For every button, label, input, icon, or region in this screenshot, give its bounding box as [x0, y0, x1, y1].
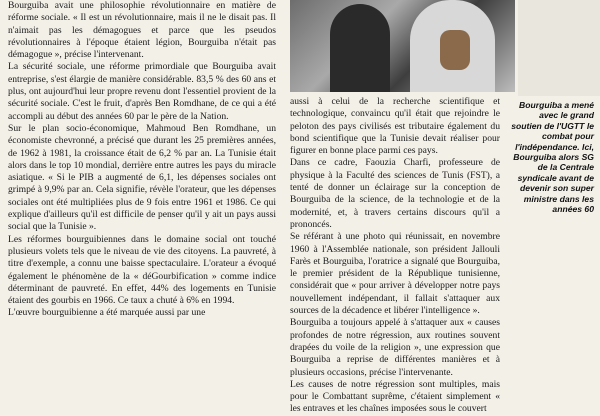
paragraph: Dans ce cadre, Faouzia Charfi, professeure de physique à la Faculté des sciences de Tunis (FST), a tenté de donner un éclairage sur la conception de Bourguiba de la science, de la technologie et de la modernité, et, à travers certains discours qu'il a prononcés.: [290, 157, 500, 230]
photo-caption: Bourguiba a mené avec le grand soutien de l'UGTT le combat pour l'indépendance. Ici, Bourguiba alors SG de la Centrale syndicale avant de devenir son super ministre dans les années 60: [511, 100, 594, 215]
article-column-1: [8, 0, 276, 320]
paragraph: L'œuvre bourguibienne a été marquée aussi par une: [8, 307, 206, 319]
article-column-2: [290, 96, 500, 416]
paragraph: La sécurité sociale, une réforme primordiale que Bourguiba avait entreprise, s'est élargie de manière considérable. 83,5 % des 60 ans et plus, ont aujourd'hui leur propre revenu dont l'essentiel provient de la sécurité sociale. C'est le fruit, d'après Ben Romdhane, de ce qui a été accompli au début des années 60 par le père de la Nation.: [8, 61, 276, 122]
historical-photo: [290, 0, 515, 92]
paragraph: Se référant à une photo qui réunissait, en novembre 1960 à l'Assemblée nationale, son président Jallouli Farès et Bourguiba, l'oratrice a signalé que Bourguiba, le premier président de la République tunisienne, considérait que « pour arriver à développer notre pays nouvellement indépendant, il fallait s'attaquer aux sources de la décadence et libérer l'intelligence ».: [290, 231, 500, 317]
paragraph: Bourguiba a toujours appelé à s'attaquer aux « causes profondes de notre régression, aux routines souvent drapées du voile de la religion », une expression que Bourguiba a reprise de différentes manières et à plusieurs occasions, précise l'intervenante.: [290, 317, 500, 378]
paragraph: Les causes de notre régression sont multiples, mais pour le Combattant suprême, c'étaient simplement « les entraves et les chaînes imposées sous le couvert: [290, 378, 500, 415]
paragraph: aussi à celui de la recherche scientifique et technologique, convaincu qu'il était que rejoindre le peloton des pays civilisés est tributaire également du bond scientifique que la Tunisie devait réaliser pour figurer en bonne place parmi ces pays.: [290, 96, 500, 157]
paragraph: Sur le plan socio-économique, Mahmoud Ben Romdhane, un économiste chevronné, a précisé que durant les 25 premières années, de 1962 à 1981, la croissance était de 6,2 % par an. La Tunisie était alors dans le top 10 mondial, derrière entre autres les pays du miracle asiatique. « Si le PIB a augmenté de 6,1, les dépenses sociales ont grimpé à 9,9% par an. Cela signifie, révèle l'orateur, que les dépenses sociales ont été multipliées plus de 9 fois entre 1961 et 1986. Ce qui explique d'ailleurs qu'il est difficile de penser qu'il y ait un pays aussi social que la Tunisie ».: [8, 122, 276, 233]
photo-figure-left: [330, 4, 390, 92]
paragraph: Les réformes bourguibiennes dans le domaine social ont touché plusieurs volets tels que le niveau de vie des citoyens. La pauvreté, à titre d'exemple, a connu une baisse spectaculaire. L'orateur a évoqué également le phénomène de la « déGourbification » comme indice déterminant de pauvreté. En effet, 44% des logements en Tunisie étaient des gourbis en 1966. Ce taux a chuté à 6% en 1994.: [8, 233, 276, 307]
photo-hand: [440, 30, 470, 70]
photo-edge: [518, 0, 600, 96]
paragraph: Bourguiba avait une philosophie révolutionnaire en matière de réforme sociale. « Il est un révolutionnaire, mais il ne le disait pas. Il n'aimait pas les démagogues et parce que les pseudos révolutionnaires à l'époque étaient légion, Bourguiba n'était pas démagogue », précise l'intervenant.: [8, 0, 276, 61]
